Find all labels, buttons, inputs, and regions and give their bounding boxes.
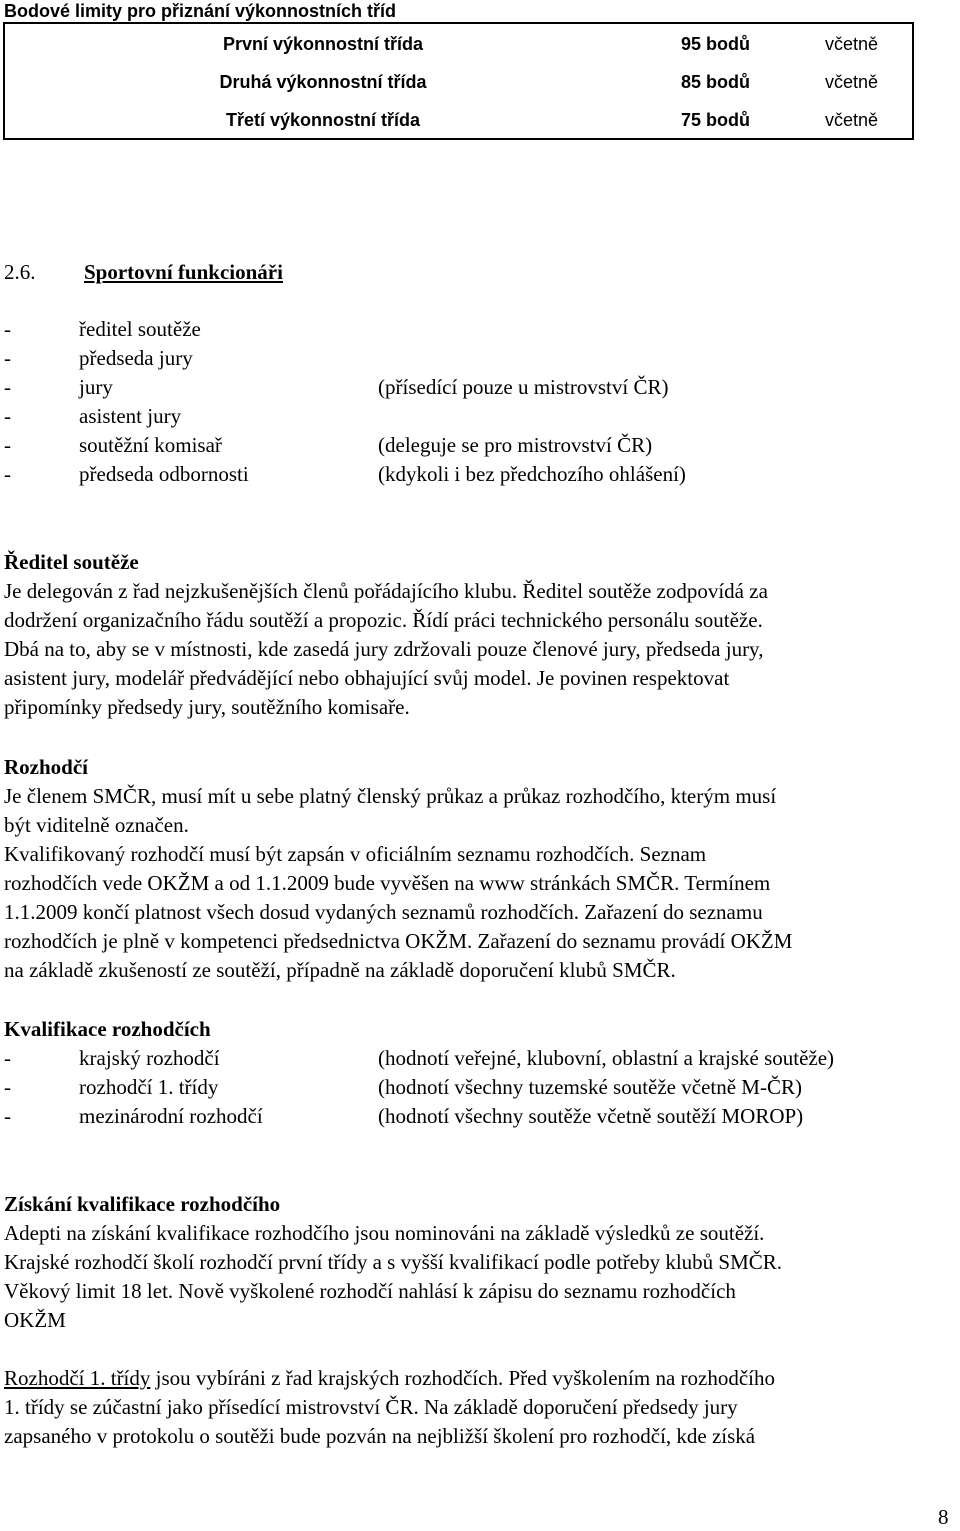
first-class-rest: jsou vybíráni z řad krajských rozhodčích. Před vyškolením na rozhodčího [150, 1366, 775, 1390]
obtaining-line: Adepti na získání kvalifikace rozhodčího jsou nominováni na základě výsledků ze soutěží. [4, 1221, 765, 1245]
referee-line: na základě zkušeností ze soutěží, případně na základě doporučení klubů SMČR. [4, 958, 676, 982]
list-dash: - [4, 375, 11, 399]
official-role: předseda jury [79, 346, 193, 370]
page-number: 8 [938, 1505, 949, 1529]
list-dash: - [4, 346, 11, 370]
director-heading: Ředitel soutěže [4, 550, 139, 574]
director-line: asistent jury, modelář předvádějící nebo obhajující svůj model. Je povinen respektovat [4, 666, 730, 690]
director-line: připomínky předsedy jury, soutěžního komisaře. [4, 695, 410, 719]
official-role: předseda odbornosti [79, 462, 249, 486]
official-row [0, 402, 960, 431]
limits-inclusive: včetně [825, 34, 879, 54]
limits-class: První výkonnostní třída [222, 34, 424, 54]
official-role: asistent jury [79, 404, 182, 428]
official-row [0, 373, 960, 402]
referee-heading: Rozhodčí [4, 755, 88, 779]
qualification-role: mezinárodní rozhodčí [79, 1104, 263, 1128]
qualification-heading: Kvalifikace rozhodčích [4, 1017, 211, 1041]
referee-line: Je členem SMČR, musí mít u sebe platný členský průkaz a průkaz rozhodčího, kterým musí [4, 784, 777, 808]
director-line: Dbá na to, aby se v místnosti, kde zasedá jury zdržovali pouze členové jury, předseda jury, [4, 637, 764, 661]
qualification-role: krajský rozhodčí [79, 1046, 220, 1070]
official-role: jury [79, 375, 113, 399]
limits-inclusive: včetně [825, 72, 879, 92]
director-line: Je delegován z řad nejzkušenějších členů pořádajícího klubu. Ředitel soutěže zodpovídá za [4, 579, 768, 603]
list-dash: - [4, 462, 11, 486]
referee-line: 1.1.2009 končí platnost všech dosud vydaných seznamů rozhodčích. Zařazení do seznamu [4, 900, 763, 924]
limits-points: 95 bodů [681, 34, 751, 54]
official-row [0, 460, 960, 489]
limits-points: 85 bodů [681, 72, 751, 92]
referee-line: být viditelně označen. [4, 813, 189, 837]
list-dash: - [4, 1046, 11, 1070]
director-line: dodržení organizačního řádu soutěží a propozic. Řídí práci technického personálu soutěže. [4, 608, 763, 632]
official-row [0, 431, 960, 460]
section-title: Sportovní funkcionáři [84, 260, 283, 284]
official-row [0, 344, 960, 373]
limits-row [5, 69, 912, 95]
limits-table [3, 22, 914, 140]
first-class-line: zapsaného v protokolu o soutěži bude pozván na nejbližší školení pro rozhodčí, kde získá [4, 1424, 756, 1448]
qualification-role: rozhodčí 1. třídy [79, 1075, 219, 1099]
official-role: ředitel soutěže [79, 317, 201, 341]
qualification-note: (hodnotí všechny soutěže včetně soutěží MOROP) [378, 1104, 804, 1128]
limits-title: Bodové limity pro přiznání výkonnostních tříd [4, 1, 397, 21]
official-note: (deleguje se pro mistrovství ČR) [378, 433, 653, 457]
limits-class: Druhá výkonnostní třída [219, 72, 427, 92]
qualification-row [0, 1102, 960, 1131]
first-class-line: 1. třídy se zúčastní jako přísedící mistrovství ČR. Na základě doporučení předsedy jury [4, 1395, 738, 1419]
referee-line: rozhodčích vede OKŽM a od 1.1.2009 bude vyvěšen na www stránkách SMČR. Termínem [4, 871, 771, 895]
obtaining-line: Krajské rozhodčí školí rozhodčí první třídy a s vyšší kvalifikací podle potřeby klubů SMČR. [4, 1250, 783, 1274]
list-dash: - [4, 404, 11, 428]
qualification-note: (hodnotí všechny tuzemské soutěže včetně M-ČR) [378, 1075, 802, 1099]
list-dash: - [4, 1075, 11, 1099]
limits-row [5, 107, 912, 133]
official-row [0, 315, 960, 344]
obtaining-line: OKŽM [4, 1308, 66, 1332]
official-note: (kdykoli i bez předchozího ohlášení) [378, 462, 686, 486]
limits-points: 75 bodů [681, 110, 751, 130]
official-role: soutěžní komisař [79, 433, 222, 457]
obtaining-line: Věkový limit 18 let. Nově vyškolené rozhodčí nahlásí k zápisu do seznamu rozhodčích [4, 1279, 736, 1303]
list-dash: - [4, 433, 11, 457]
referee-line: Kvalifikovaný rozhodčí musí být zapsán v oficiálním seznamu rozhodčích. Seznam [4, 842, 707, 866]
limits-class: Třetí výkonnostní třída [225, 110, 421, 130]
limits-inclusive: včetně [825, 110, 879, 130]
limits-row [5, 31, 912, 57]
first-class-line [4, 1364, 775, 1393]
official-note: (přísedící pouze u mistrovství ČR) [378, 375, 669, 399]
obtaining-heading: Získání kvalifikace rozhodčího [4, 1192, 281, 1216]
qualification-row [0, 1044, 960, 1073]
referee-line: rozhodčích je plně v kompetenci předsednictva OKŽM. Zařazení do seznamu provádí OKŽM [4, 929, 793, 953]
list-dash: - [4, 1104, 11, 1128]
qualification-row [0, 1073, 960, 1102]
list-dash: - [4, 317, 11, 341]
section-number: 2.6. [4, 260, 36, 284]
first-class-lead: Rozhodčí 1. třídy [4, 1366, 151, 1390]
qualification-note: (hodnotí veřejné, klubovní, oblastní a krajské soutěže) [378, 1046, 835, 1070]
